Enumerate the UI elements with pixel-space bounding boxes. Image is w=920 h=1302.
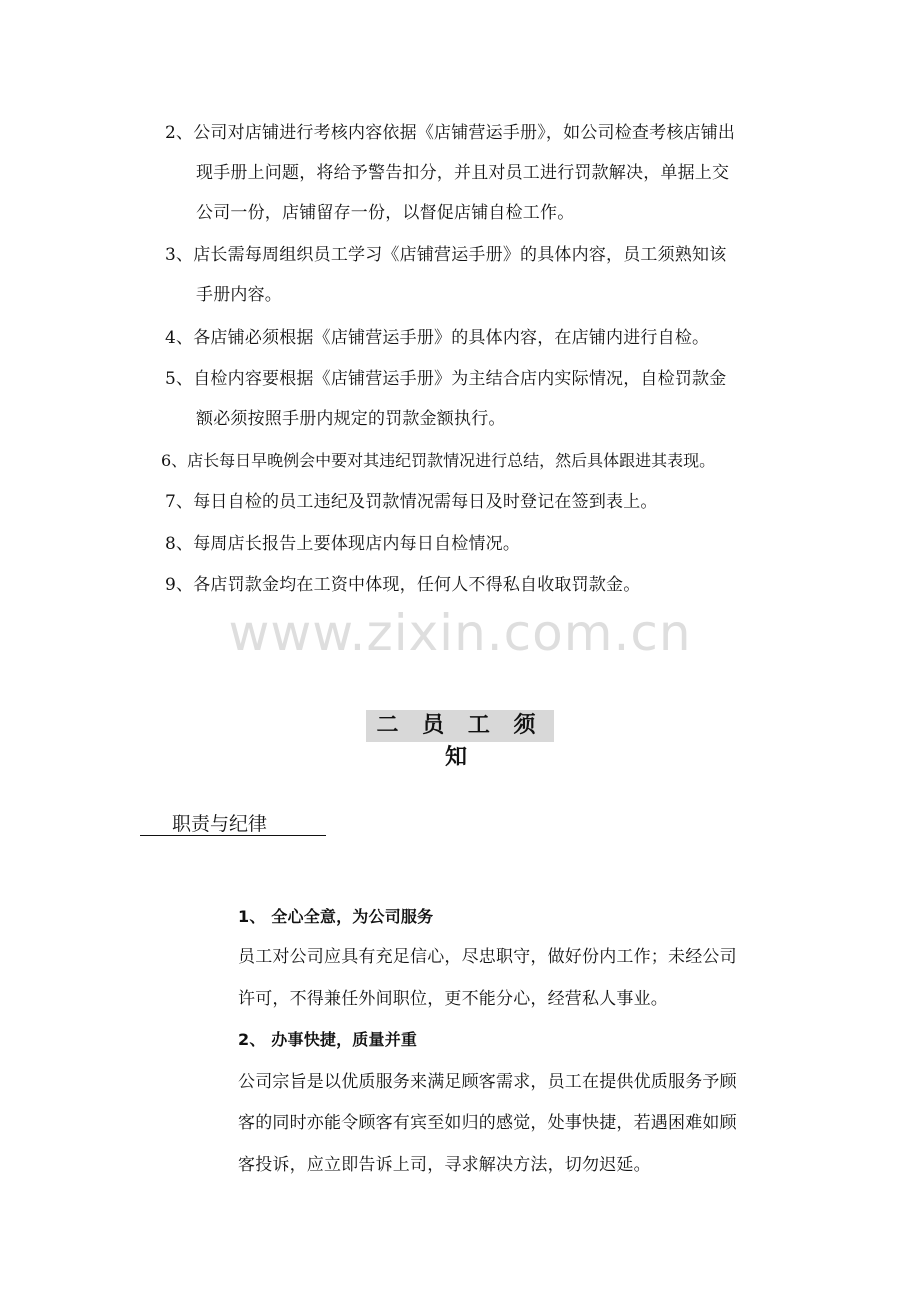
item-1-heading: 1、 全心全意，为公司服务 <box>238 907 434 926</box>
rule-3-line-2: 手册内容。 <box>196 285 282 305</box>
rule-2-line-3: 公司一份，店铺留存一份，以督促店铺自检工作。 <box>196 203 575 223</box>
rule-3-line-1: 3、店长需每周组织员工学习《店铺营运手册》的具体内容，员工须熟知该 <box>165 245 727 265</box>
section-title: 二 员 工 须 知 <box>366 710 554 742</box>
rule-4-line-1: 4、各店铺必须根据《店铺营运手册》的具体内容，在店铺内进行自检。 <box>165 328 710 348</box>
item-1-line-2: 许可，不得兼任外间职位，更不能分心，经营私人事业。 <box>238 989 668 1009</box>
rule-9-line-1: 9、各店罚款金均在工资中体现，任何人不得私自收取罚款金。 <box>165 575 641 595</box>
item-1-line-1: 员工对公司应具有充足信心，尽忠职守，做好份内工作；未经公司 <box>238 947 737 967</box>
watermark-text: www.zixin.com.cn <box>228 604 692 662</box>
item-2-line-3: 客投诉，应立即告诉上司，寻求解决方法，切勿迟延。 <box>238 1155 651 1175</box>
rule-2-line-1: 2、公司对店铺进行考核内容依据《店铺营运手册》，如公司检查考核店铺出 <box>165 123 736 143</box>
rule-2-line-2: 现手册上问题，将给予警告扣分，并且对员工进行罚款解决，单据上交 <box>196 163 730 183</box>
item-2-line-1: 公司宗旨是以优质服务来满足顾客需求，员工在提供优质服务予顾 <box>238 1072 737 1092</box>
item-2-heading: 2、 办事快捷，质量并重 <box>238 1030 418 1049</box>
rule-5-line-2: 额必须按照手册内规定的罚款金额执行。 <box>196 409 506 429</box>
rule-6-line-1: 6、店长每日早晚例会中要对其违纪罚款情况进行总结，然后具体跟进其表现。 <box>161 451 716 470</box>
subsection-title: 职责与纪律 <box>140 812 326 836</box>
item-2-line-2: 客的同时亦能令顾客有宾至如归的感觉，处事快捷，若遇困难如顾 <box>238 1113 737 1133</box>
rule-5-line-1: 5、自检内容要根据《店铺营运手册》为主结合店内实际情况，自检罚款金 <box>165 369 727 389</box>
rule-7-line-1: 7、每日自检的员工违纪及罚款情况需每日及时登记在签到表上。 <box>165 492 658 512</box>
rule-8-line-1: 8、每周店长报告上要体现店内每日自检情况。 <box>165 534 521 554</box>
